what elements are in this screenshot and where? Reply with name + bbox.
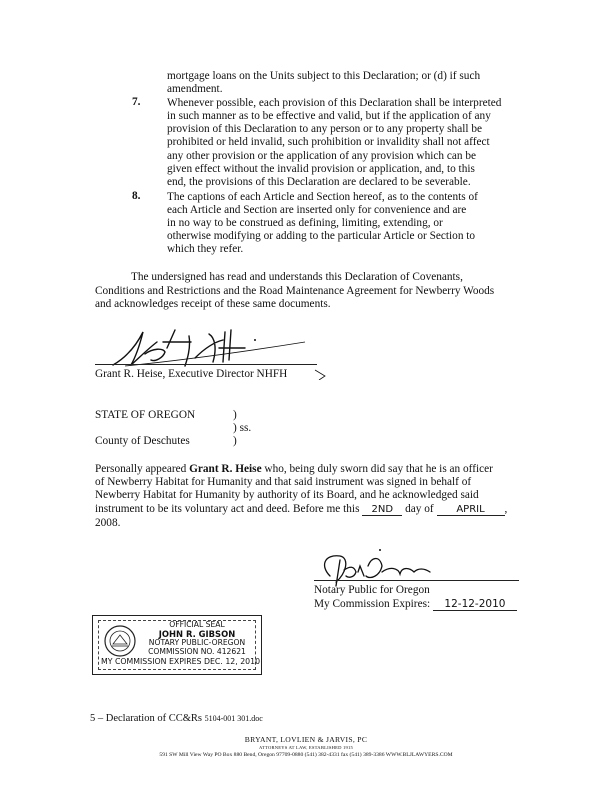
notary-para-line-4	[95, 502, 507, 516]
item-8-line: The captions of each Article and Section hereof, as to the contents of	[167, 191, 478, 203]
doc-ref-file: 5104-001 301.doc	[204, 714, 263, 723]
firm-name: BRYANT, LOVLIEN & JARVIS, PC	[244, 735, 368, 744]
commission-expires	[314, 597, 517, 611]
expires-label: My Commission Expires:	[314, 598, 433, 610]
item-8-number: 8.	[132, 190, 141, 202]
item-8-line: each Article and Section are inserted only for convenience and are	[167, 204, 467, 216]
item-7-line: prohibited or held invalid, such prohibition or invalidity shall not affect	[167, 136, 490, 148]
acknowledgement-line: The undersigned has read and understands this Declaration of Covenants,	[131, 271, 463, 283]
item-7-line: provision of this Declaration to any person or to any property shall be	[167, 123, 482, 135]
notary-para-line-5: 2008.	[95, 517, 121, 529]
grantor-caption: Grant R. Heise, Executive Director NHFH	[95, 368, 288, 380]
notary-para-line-2: of Newberry Habitat for Humanity and that said instrument was signed in behalf of	[95, 476, 472, 488]
seal-line-4: COMMISSION NO. 412621	[148, 647, 246, 656]
item-7-number: 7.	[132, 96, 141, 108]
notary-seal-stamp	[92, 615, 262, 675]
seal-line-3: NOTARY PUBLIC-OREGON	[148, 638, 246, 647]
continuation-line-2: amendment.	[167, 83, 223, 95]
expires-value: 12-12-2010	[433, 599, 517, 611]
text: day of	[402, 503, 437, 515]
venue-county: County of Deschutes	[95, 435, 190, 447]
venue-paren: )	[233, 409, 237, 421]
text: Personally appeared	[95, 463, 190, 475]
notary-signature-line	[314, 580, 519, 581]
seal-line-1: OFFICIAL SEAL	[169, 620, 225, 629]
item-8-line: in no way to be construed as defining, limiting, extending, or	[167, 217, 443, 229]
venue-state: STATE OF OREGON	[95, 409, 196, 421]
item-7-line: given effect without the invalid provision or application, and, to this	[167, 163, 475, 175]
month-field: APRIL	[437, 504, 505, 516]
item-7-line: end, the provisions of this Declaration are declared to be severable.	[167, 176, 471, 188]
item-7-line: in such manner as to be effective and valid, but if the application of any	[167, 110, 491, 122]
grantor-signature-line	[95, 364, 317, 365]
seal-line-2: JOHN R. GIBSON	[158, 629, 236, 639]
doc-ref-title: 5 – Declaration of CC&Rs	[90, 713, 205, 724]
text: ,	[504, 503, 508, 515]
item-7-line: any other provision or the application of any provision which can be	[167, 150, 477, 162]
notary-para-line-1	[95, 462, 493, 476]
seal-line-5: MY COMMISSION EXPIRES DEC. 12, 2010	[101, 657, 261, 666]
acknowledgement-line: and acknowledges receipt of these same documents.	[95, 298, 331, 310]
firm-address: 591 SW Mill View Way PO Box 880 Bend, Oregon 97709-0880 (541) 382-4331 fax (541) 389-3386 WWW.BLJLAWYERS.COM	[159, 752, 453, 758]
text: instrument to be its voluntary act and deed. Before me this	[95, 503, 363, 515]
text: who, being duly sworn did say that he is an officer	[261, 463, 493, 475]
day-field: 2ND	[362, 504, 402, 516]
acknowledgement-line: Conditions and Restrictions and the Road Maintenance Agreement for Newberry Woods	[95, 285, 495, 297]
state-seal-emblem	[103, 624, 137, 658]
notary-para-line-3: Newberry Habitat for Humanity by authority of its Board, and he acknowledged said	[95, 489, 479, 501]
firm-subtitle: ATTORNEYS AT LAW, ESTABLISHED 1915	[259, 745, 353, 750]
continuation-line-1: mortgage loans on the Units subject to this Declaration; or (d) if such	[167, 70, 481, 82]
document-reference	[90, 713, 263, 724]
item-7-line: Whenever possible, each provision of this Declaration shall be interpreted	[167, 97, 502, 109]
appearer-name: Grant R. Heise	[189, 463, 262, 475]
item-8-line: which they refer.	[167, 243, 244, 255]
venue-ss: ) ss.	[233, 422, 252, 434]
notary-title: Notary Public for Oregon	[314, 584, 430, 596]
item-8-line: otherwise modifying or adding to the particular Article or Section to	[167, 230, 476, 242]
venue-paren: )	[233, 435, 237, 447]
